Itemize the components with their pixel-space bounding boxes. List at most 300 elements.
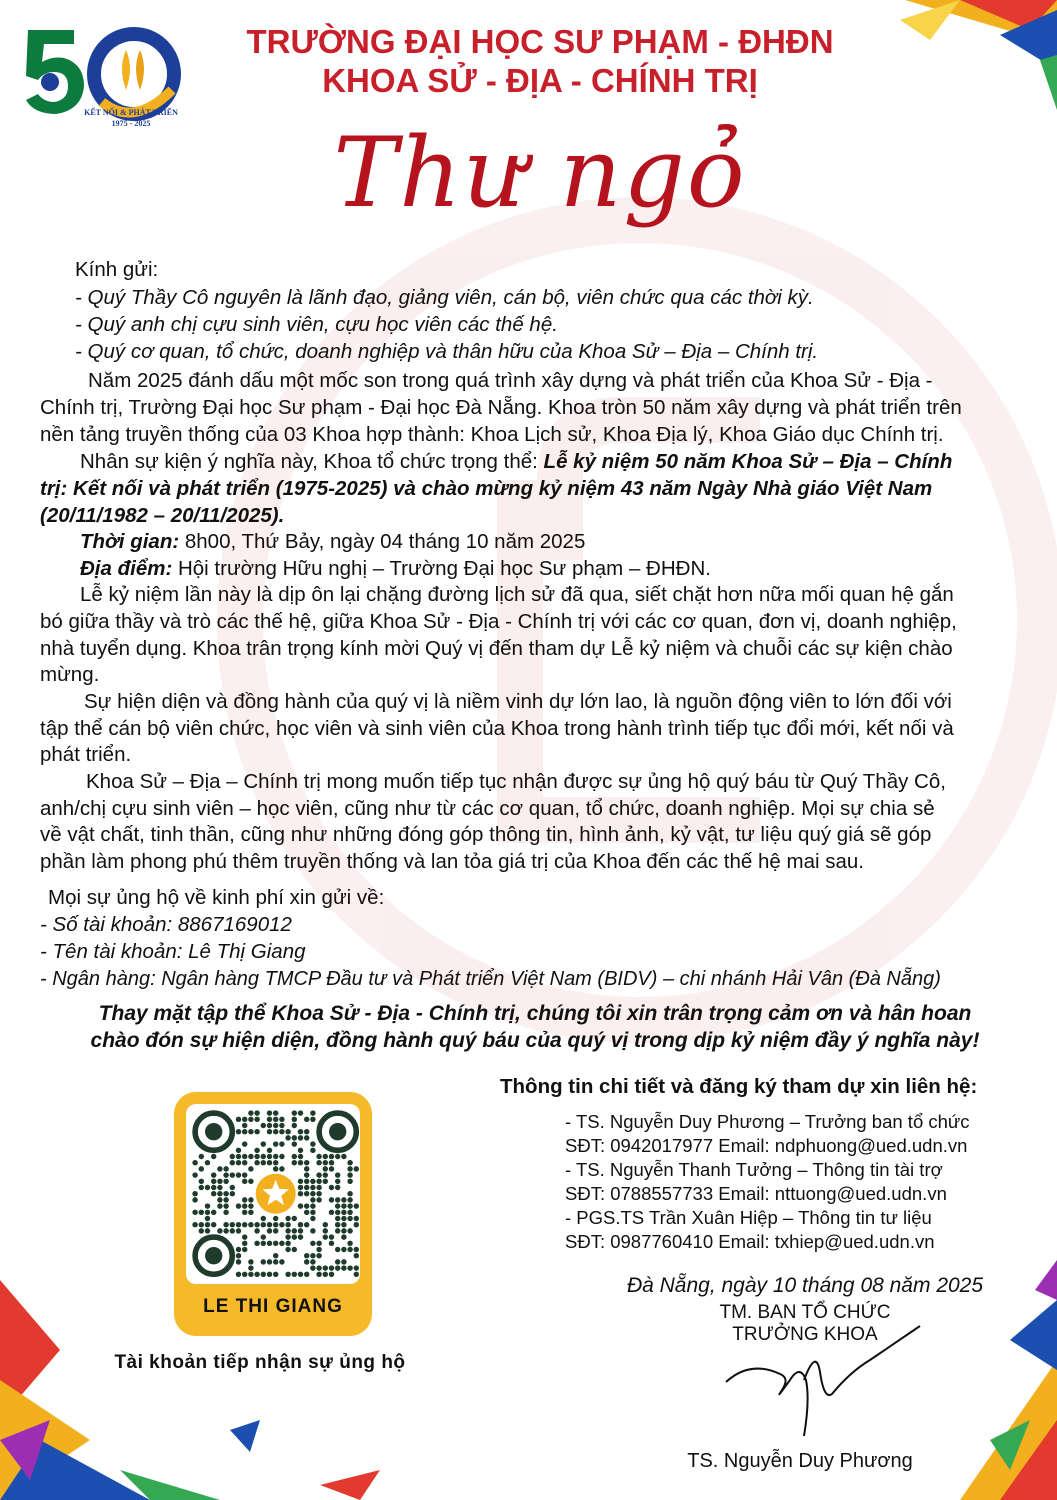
qr-module bbox=[242, 1197, 247, 1202]
qr-module bbox=[211, 1222, 216, 1227]
qr-module bbox=[242, 1129, 247, 1134]
qr-module bbox=[341, 1216, 346, 1221]
qr-module bbox=[192, 1210, 197, 1215]
qr-module bbox=[248, 1203, 253, 1208]
event-place bbox=[80, 556, 711, 583]
qr-module bbox=[310, 1179, 315, 1184]
recipient-line: - Quý Thầy Cô nguyên là lãnh đạo, giảng viên, cán bộ, viên chức qua các thời kỳ. bbox=[75, 286, 814, 309]
qr-module bbox=[347, 1197, 352, 1202]
qr-module bbox=[354, 1203, 359, 1208]
qr-module bbox=[285, 1234, 290, 1239]
qr-module bbox=[292, 1135, 297, 1140]
qr-module bbox=[223, 1166, 228, 1171]
qr-module bbox=[316, 1179, 321, 1184]
qr-module bbox=[304, 1253, 309, 1258]
qr-module bbox=[316, 1265, 321, 1270]
qr-module bbox=[298, 1154, 303, 1159]
qr-module bbox=[347, 1265, 352, 1270]
qr-module bbox=[292, 1247, 297, 1252]
qr-module bbox=[267, 1154, 272, 1159]
donation-account-number: - Số tài khoản: 8867169012 bbox=[40, 913, 292, 936]
qr-module bbox=[316, 1197, 321, 1202]
qr-module bbox=[329, 1166, 334, 1171]
qr-module bbox=[254, 1154, 259, 1159]
qr-module bbox=[323, 1166, 328, 1171]
event-intro: Nhân sự kiện ý nghĩa này, Khoa tổ chức trọng thể: bbox=[80, 450, 544, 473]
qr-module bbox=[285, 1135, 290, 1140]
place-value: Hội trường Hữu nghị – Trường Đại học Sư phạm – ĐHĐN. bbox=[172, 557, 711, 580]
qr-module bbox=[223, 1228, 228, 1233]
qr-module bbox=[205, 1203, 210, 1208]
event-time bbox=[80, 529, 585, 556]
qr-module bbox=[242, 1141, 247, 1146]
qr-module bbox=[248, 1265, 253, 1270]
qr-module bbox=[304, 1222, 309, 1227]
signing-date: Đà Nẵng, ngày 10 tháng 08 năm 2025 bbox=[626, 1274, 984, 1297]
qr-module bbox=[310, 1253, 315, 1258]
qr-module bbox=[298, 1148, 303, 1153]
logo-years: 1975 - 2025 bbox=[111, 119, 151, 128]
qr-module bbox=[279, 1154, 284, 1159]
qr-module bbox=[335, 1259, 340, 1264]
qr-module bbox=[242, 1247, 247, 1252]
qr-module bbox=[341, 1247, 346, 1252]
qr-module bbox=[217, 1203, 222, 1208]
qr-module bbox=[242, 1222, 247, 1227]
qr-module bbox=[248, 1154, 253, 1159]
qr-module bbox=[261, 1259, 266, 1264]
qr-module bbox=[242, 1241, 247, 1246]
qr-module bbox=[242, 1154, 247, 1159]
qr-module bbox=[298, 1135, 303, 1140]
qr-module bbox=[273, 1123, 278, 1128]
qr-module bbox=[211, 1154, 216, 1159]
qr-module bbox=[329, 1272, 334, 1277]
qr-module bbox=[273, 1228, 278, 1233]
qr-module bbox=[310, 1141, 315, 1146]
qr-finder-dot bbox=[205, 1247, 222, 1264]
qr-module bbox=[285, 1129, 290, 1134]
qr-module bbox=[236, 1148, 241, 1153]
qr-module bbox=[261, 1141, 266, 1146]
paragraph-3-line: nhà tuyển dụng. Khoa trân trọng kính mời Quý vị đến tham dự Lễ kỷ niệm và chuỗi các sự kiện chào bbox=[40, 637, 953, 660]
qr-module bbox=[292, 1272, 297, 1277]
qr-module bbox=[329, 1210, 334, 1215]
qr-module bbox=[279, 1222, 284, 1227]
qr-module bbox=[223, 1210, 228, 1215]
qr-module bbox=[292, 1110, 297, 1115]
paragraph-5-line: phần làm phong phú thêm truyền thống và lan tỏa giá trị của Khoa đến các thế hệ mai sau. bbox=[40, 850, 864, 873]
qr-module bbox=[292, 1160, 297, 1165]
closing-line: Thay mặt tập thể Khoa Sử - Địa - Chính trị, chúng tôi xin trân trọng cảm ơn và hân hoan bbox=[98, 1002, 972, 1025]
qr-module bbox=[267, 1222, 272, 1227]
qr-module bbox=[347, 1172, 352, 1177]
qr-module bbox=[192, 1172, 197, 1177]
qr-module bbox=[192, 1191, 197, 1196]
qr-module bbox=[298, 1203, 303, 1208]
qr-module bbox=[285, 1272, 290, 1277]
qr-module bbox=[310, 1216, 315, 1221]
qr-module bbox=[354, 1272, 359, 1277]
qr-module bbox=[304, 1166, 309, 1171]
contact-line: - TS. Nguyễn Thanh Tưởng – Thông tin tài trợ bbox=[565, 1159, 943, 1180]
signer-name: TS. Nguyễn Duy Phương bbox=[687, 1450, 913, 1472]
qr-module bbox=[341, 1228, 346, 1233]
qr-module bbox=[217, 1166, 222, 1171]
qr-module bbox=[267, 1129, 272, 1134]
qr-module bbox=[236, 1247, 241, 1252]
qr-module bbox=[316, 1241, 321, 1246]
qr-module bbox=[298, 1129, 303, 1134]
qr-module bbox=[248, 1117, 253, 1122]
header-university: TRƯỜNG ĐẠI HỌC SƯ PHẠM - ĐHĐN bbox=[246, 23, 834, 60]
qr-module bbox=[199, 1222, 204, 1227]
qr-module bbox=[236, 1228, 241, 1233]
qr-module bbox=[335, 1185, 340, 1190]
qr-caption: Tài khoản tiếp nhận sự ủng hộ bbox=[114, 1352, 406, 1373]
qr-module bbox=[323, 1154, 328, 1159]
qr-module bbox=[310, 1228, 315, 1233]
qr-module bbox=[279, 1123, 284, 1128]
qr-module bbox=[273, 1141, 278, 1146]
qr-module bbox=[261, 1216, 266, 1221]
signing-role-2: TRƯỞNG KHOA bbox=[732, 1324, 878, 1345]
qr-module bbox=[304, 1135, 309, 1140]
qr-module bbox=[310, 1210, 315, 1215]
qr-module bbox=[347, 1203, 352, 1208]
qr-module bbox=[304, 1129, 309, 1134]
paragraph-5-line: anh/chị cựu sinh viên – học viên, cũng như từ các cơ quan, tổ chức, doanh nghiệp. Mọi sự chia sẻ bbox=[40, 797, 935, 820]
qr-module bbox=[279, 1117, 284, 1122]
qr-module bbox=[329, 1241, 334, 1246]
qr-module bbox=[273, 1272, 278, 1277]
qr-module bbox=[304, 1117, 309, 1122]
qr-module bbox=[298, 1110, 303, 1115]
header-faculty: KHOA SỬ - ĐỊA - CHÍNH TRỊ bbox=[322, 62, 758, 99]
recipient-line: - Quý cơ quan, tổ chức, doanh nghiệp và thân hữu của Khoa Sử – Địa – Chính trị. bbox=[75, 340, 819, 363]
qr-finder-dot bbox=[329, 1123, 346, 1140]
qr-finder-dot bbox=[205, 1123, 222, 1140]
qr-module bbox=[298, 1234, 303, 1239]
qr-module bbox=[341, 1222, 346, 1227]
qr-module bbox=[223, 1197, 228, 1202]
qr-module bbox=[335, 1197, 340, 1202]
qr-module bbox=[304, 1160, 309, 1165]
qr-module bbox=[236, 1172, 241, 1177]
qr-module bbox=[230, 1172, 235, 1177]
qr-module bbox=[248, 1222, 253, 1227]
qr-module bbox=[279, 1241, 284, 1246]
qr-module bbox=[236, 1154, 241, 1159]
qr-module bbox=[310, 1110, 315, 1115]
qr-module bbox=[230, 1154, 235, 1159]
qr-module bbox=[335, 1179, 340, 1184]
contact-line: - TS. Nguyễn Duy Phương – Trưởng ban tổ chức bbox=[565, 1111, 970, 1132]
qr-module bbox=[292, 1228, 297, 1233]
qr-module bbox=[217, 1185, 222, 1190]
qr-module bbox=[205, 1210, 210, 1215]
qr-module bbox=[230, 1222, 235, 1227]
qr-module bbox=[230, 1191, 235, 1196]
qr-module bbox=[267, 1259, 272, 1264]
qr-module bbox=[242, 1172, 247, 1177]
qr-module bbox=[236, 1160, 241, 1165]
qr-module bbox=[347, 1191, 352, 1196]
donation-bank: - Ngân hàng: Ngân hàng TMCP Đầu tư và Phát triển Việt Nam (BIDV) – chi nhánh Hải Vân (Đà Nẵng) bbox=[40, 968, 941, 990]
qr-module bbox=[304, 1210, 309, 1215]
qr-module bbox=[205, 1160, 210, 1165]
qr-module bbox=[273, 1216, 278, 1221]
qr-module bbox=[242, 1160, 247, 1165]
qr-module bbox=[273, 1129, 278, 1134]
qr-module bbox=[354, 1253, 359, 1258]
qr-module bbox=[329, 1234, 334, 1239]
event-name-continued: trị: Kết nối và phát triển (1975-2025) và chào mừng kỷ niệm 43 năm Ngày Nhà giáo Việt Nam bbox=[40, 477, 933, 500]
qr-module bbox=[248, 1210, 253, 1215]
qr-module bbox=[223, 1222, 228, 1227]
qr-module bbox=[310, 1117, 315, 1122]
qr-module bbox=[254, 1148, 259, 1153]
qr-module bbox=[316, 1247, 321, 1252]
qr-module bbox=[211, 1185, 216, 1190]
qr-module bbox=[310, 1191, 315, 1196]
time-label: Thời gian: bbox=[80, 530, 180, 553]
qr-module bbox=[254, 1129, 259, 1134]
qr-module bbox=[347, 1160, 352, 1165]
closing-line: chào đón sự hiện diện, đồng hành quý báu của quý vị trong dịp kỷ niệm đầy ý nghĩa này! bbox=[90, 1029, 980, 1052]
qr-module bbox=[304, 1191, 309, 1196]
qr-module bbox=[242, 1203, 247, 1208]
qr-module bbox=[254, 1160, 259, 1165]
qr-module bbox=[273, 1253, 278, 1258]
paragraph-1-line: nền tảng truyền thống của 03 Khoa hợp thành: Khoa Lịch sử, Khoa Địa lý, Khoa Giáo dục Chính trị. bbox=[40, 423, 944, 446]
qr-module bbox=[205, 1185, 210, 1190]
qr-module bbox=[261, 1234, 266, 1239]
qr-module bbox=[310, 1259, 315, 1264]
qr-module bbox=[254, 1117, 259, 1122]
qr-module bbox=[316, 1272, 321, 1277]
qr-module bbox=[267, 1228, 272, 1233]
qr-module bbox=[335, 1228, 340, 1233]
paragraph-1-line: Chính trị, Trường Đại học Sư phạm - Đại học Đà Nẵng. Khoa tròn 50 năm xây dựng và phát triển trên bbox=[40, 396, 962, 419]
qr-module bbox=[279, 1141, 284, 1146]
qr-module bbox=[335, 1203, 340, 1208]
qr-module bbox=[298, 1222, 303, 1227]
qr-module bbox=[192, 1222, 197, 1227]
qr-module bbox=[304, 1272, 309, 1277]
paragraph-3-line: mừng. bbox=[40, 663, 100, 686]
qr-module bbox=[329, 1197, 334, 1202]
qr-module bbox=[199, 1166, 204, 1171]
qr-module bbox=[298, 1185, 303, 1190]
qr-module bbox=[199, 1185, 204, 1190]
qr-module bbox=[199, 1154, 204, 1159]
qr-module bbox=[279, 1129, 284, 1134]
qr-module bbox=[335, 1216, 340, 1221]
qr-account-name: LE THI GIANG bbox=[203, 1296, 343, 1317]
paragraph-5-line: về vật chất, tinh thần, cũng như những đóng góp thông tin, hình ảnh, kỷ vật, tư liệu quý giá sẽ góp bbox=[40, 823, 932, 846]
qr-module bbox=[323, 1272, 328, 1277]
qr-module bbox=[304, 1172, 309, 1177]
event-date-range: (20/11/1982 – 20/11/2025). bbox=[40, 504, 285, 527]
qr-code bbox=[186, 1104, 360, 1284]
qr-module bbox=[205, 1216, 210, 1221]
qr-module bbox=[304, 1203, 309, 1208]
recipient-line: - Quý anh chị cựu sinh viên, cựu học viên các thế hệ. bbox=[75, 313, 558, 336]
qr-module bbox=[199, 1228, 204, 1233]
qr-module bbox=[298, 1191, 303, 1196]
time-value: 8h00, Thứ Bảy, ngày 04 tháng 10 năm 2025 bbox=[179, 530, 586, 553]
qr-module bbox=[254, 1272, 259, 1277]
qr-module bbox=[223, 1179, 228, 1184]
paragraph-4-line: Sự hiện diện và đồng hành của quý vị là niềm vinh dự lớn lao, là nguồn động viên to lớn đối với bbox=[84, 690, 952, 713]
qr-module bbox=[273, 1259, 278, 1264]
qr-module bbox=[335, 1265, 340, 1270]
qr-module bbox=[292, 1216, 297, 1221]
handwritten-signature bbox=[720, 1320, 940, 1440]
qr-module bbox=[341, 1210, 346, 1215]
qr-module bbox=[242, 1272, 247, 1277]
qr-module bbox=[347, 1210, 352, 1215]
qr-module bbox=[217, 1228, 222, 1233]
qr-module bbox=[316, 1191, 321, 1196]
qr-module bbox=[335, 1210, 340, 1215]
letter-title: Thư ngỏ bbox=[333, 117, 747, 229]
qr-module bbox=[310, 1148, 315, 1153]
qr-module bbox=[254, 1222, 259, 1227]
qr-module bbox=[236, 1222, 241, 1227]
qr-module bbox=[273, 1110, 278, 1115]
qr-module bbox=[236, 1259, 241, 1264]
qr-module bbox=[267, 1123, 272, 1128]
qr-module bbox=[323, 1179, 328, 1184]
qr-module bbox=[267, 1160, 272, 1165]
qr-module bbox=[273, 1117, 278, 1122]
qr-module bbox=[354, 1166, 359, 1171]
qr-module bbox=[335, 1247, 340, 1252]
qr-module bbox=[354, 1216, 359, 1221]
qr-module bbox=[335, 1222, 340, 1227]
qr-module bbox=[211, 1191, 216, 1196]
paragraph-4-line: phát triển. bbox=[40, 743, 132, 766]
qr-module bbox=[261, 1222, 266, 1227]
qr-module bbox=[261, 1154, 266, 1159]
qr-module bbox=[211, 1210, 216, 1215]
qr-module bbox=[347, 1166, 352, 1171]
signing-role-1: TM. BAN TỔ CHỨC bbox=[719, 1302, 891, 1323]
qr-module bbox=[316, 1253, 321, 1258]
qr-module bbox=[316, 1185, 321, 1190]
event-name: Lễ kỷ niệm 50 năm Khoa Sử – Địa – Chính bbox=[543, 450, 953, 473]
qr-module bbox=[223, 1203, 228, 1208]
qr-module bbox=[242, 1210, 247, 1215]
qr-module bbox=[310, 1265, 315, 1270]
qr-module bbox=[310, 1197, 315, 1202]
qr-module bbox=[292, 1234, 297, 1239]
qr-module bbox=[341, 1154, 346, 1159]
qr-module bbox=[248, 1197, 253, 1202]
contact-heading: Thông tin chi tiết và đăng ký tham dự xin liên hệ: bbox=[500, 1075, 978, 1098]
qr-module bbox=[192, 1197, 197, 1202]
qr-module bbox=[223, 1191, 228, 1196]
qr-module bbox=[329, 1185, 334, 1190]
qr-module bbox=[298, 1160, 303, 1165]
qr-module bbox=[310, 1185, 315, 1190]
institution-header bbox=[180, 22, 900, 100]
qr-module bbox=[199, 1210, 204, 1215]
qr-module bbox=[273, 1222, 278, 1227]
qr-module bbox=[254, 1110, 259, 1115]
qr-module bbox=[323, 1222, 328, 1227]
qr-module bbox=[267, 1272, 272, 1277]
qr-module bbox=[279, 1166, 284, 1171]
qr-module bbox=[323, 1234, 328, 1239]
qr-module bbox=[267, 1110, 272, 1115]
qr-code-frame bbox=[186, 1104, 360, 1284]
qr-module bbox=[316, 1172, 321, 1177]
qr-module bbox=[267, 1241, 272, 1246]
qr-module bbox=[285, 1222, 290, 1227]
qr-module bbox=[354, 1265, 359, 1270]
event-announcement-line bbox=[80, 449, 952, 476]
qr-module bbox=[217, 1197, 222, 1202]
qr-module bbox=[236, 1203, 241, 1208]
salutation-greeting: Kính gửi: bbox=[75, 258, 159, 281]
qr-module bbox=[329, 1160, 334, 1165]
qr-module bbox=[285, 1228, 290, 1233]
qr-module bbox=[292, 1141, 297, 1146]
qr-module bbox=[273, 1166, 278, 1171]
qr-module bbox=[211, 1172, 216, 1177]
contact-line: SĐT: 0942017977 Email: ndphuong@ued.udn.vn bbox=[565, 1135, 968, 1156]
qr-module bbox=[267, 1148, 272, 1153]
qr-module bbox=[285, 1241, 290, 1246]
qr-module bbox=[192, 1160, 197, 1165]
qr-module bbox=[341, 1203, 346, 1208]
paragraph-1-line: Năm 2025 đánh dấu một mốc son trong quá trình xây dựng và phát triển của Khoa Sử - Địa - bbox=[88, 369, 933, 392]
qr-module bbox=[292, 1117, 297, 1122]
qr-module bbox=[242, 1123, 247, 1128]
qr-module bbox=[217, 1179, 222, 1184]
qr-module bbox=[298, 1272, 303, 1277]
qr-module bbox=[205, 1222, 210, 1227]
qr-module bbox=[298, 1179, 303, 1184]
qr-module bbox=[248, 1272, 253, 1277]
qr-module bbox=[199, 1179, 204, 1184]
qr-module bbox=[261, 1241, 266, 1246]
qr-module bbox=[341, 1259, 346, 1264]
donation-account-name: - Tên tài khoản: Lê Thị Giang bbox=[40, 940, 306, 963]
qr-module bbox=[329, 1265, 334, 1270]
qr-module bbox=[273, 1241, 278, 1246]
donation-intro: Mọi sự ủng hộ về kinh phí xin gửi về: bbox=[48, 886, 385, 909]
contact-line: - PGS.TS Trần Xuân Hiệp – Thông tin tư liệu bbox=[565, 1207, 932, 1228]
qr-module bbox=[211, 1179, 216, 1184]
qr-module bbox=[273, 1160, 278, 1165]
qr-module bbox=[323, 1172, 328, 1177]
logo-tagline: KẾT NỐI & PHÁT TRIỂN bbox=[84, 108, 178, 117]
qr-module bbox=[292, 1123, 297, 1128]
qr-module bbox=[304, 1259, 309, 1264]
qr-module bbox=[273, 1154, 278, 1159]
qr-module bbox=[248, 1110, 253, 1115]
qr-module bbox=[335, 1154, 340, 1159]
qr-module bbox=[248, 1129, 253, 1134]
qr-module bbox=[347, 1179, 352, 1184]
qr-module bbox=[236, 1272, 241, 1277]
qr-module bbox=[323, 1265, 328, 1270]
qr-module bbox=[341, 1234, 346, 1239]
